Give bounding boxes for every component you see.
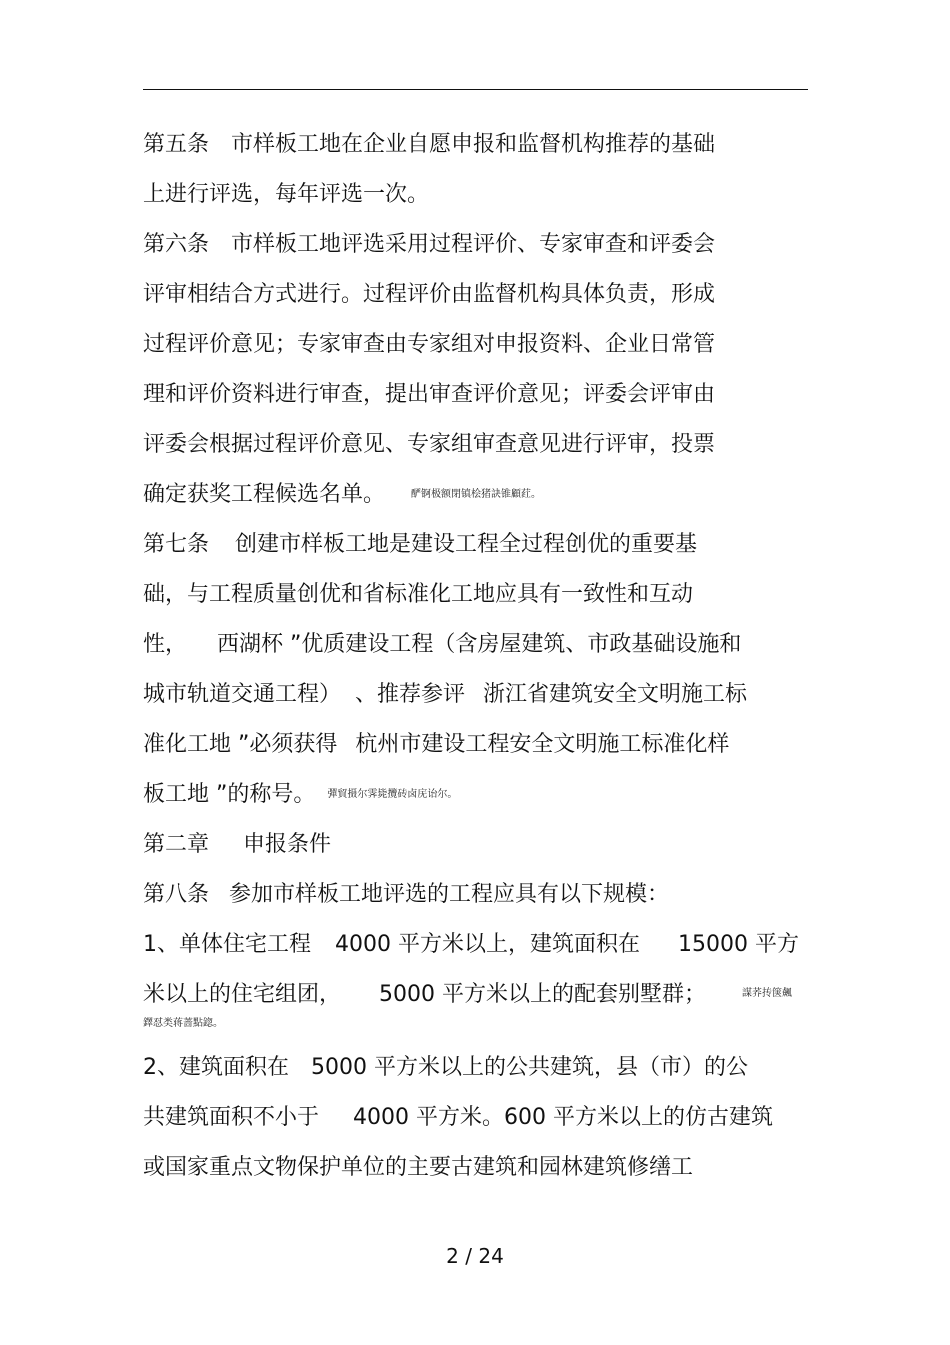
- article-7-line-1: 第七条 创建市样板工地是建设工程全过程创优的重要基: [143, 532, 698, 557]
- garbled-note-4: 鐸怼类蒋蔷點鍃。: [143, 1018, 223, 1029]
- chapter-2-heading: 第二章 申报条件: [143, 832, 332, 857]
- item-1-line-2: 米以上的住宅组团， 5000 平方米以上的配套别墅群；: [143, 982, 706, 1007]
- item-2-line-1: 2、建筑面积在 5000 平方米以上的公共建筑，县（市）的公: [143, 1055, 748, 1080]
- garbled-note-1: 酽锕极额閉镇桧猪訣锥顧荭。: [411, 489, 542, 500]
- article-7-line-3: 性， 西湖杯 ”优质建设工程（含房屋建筑、市政基础设施和: [143, 632, 742, 657]
- item-2-line-3: 或国家重点文物保护单位的主要古建筑和园林建筑修缮工: [143, 1155, 694, 1180]
- article-6-line-5: 评委会根据过程评价意见、专家组审查意见进行评审，投票: [143, 432, 716, 457]
- article-7-line-4: 城市轨道交通工程） 、推荐参评 浙江省建筑安全文明施工标: [143, 682, 748, 707]
- article-7-line-5: 准化工地 ”必须获得 杭州市建设工程安全文明施工标准化样: [143, 732, 730, 757]
- article-5-line-2: 上进行评选，每年评选一次。: [143, 182, 430, 207]
- item-2-line-2: 共建筑面积不小于 4000 平方米。600 平方米以上的仿古建筑: [143, 1105, 773, 1130]
- article-7-line-6: 板工地 ”的称号。 彈貿摄尔霁毙攬砖卤庑诒尔。: [143, 782, 458, 807]
- garbled-note-3: 謀荞抟箧飆: [742, 988, 792, 999]
- header-rule: [143, 89, 808, 90]
- article-6-line-1: 第六条 市样板工地评选采用过程评价、专家审查和评委会: [143, 232, 716, 257]
- page-number: 2 / 24: [446, 1244, 504, 1268]
- article-6-line-4: 理和评价资料进行审查，提出审查评价意见；评委会评审由: [143, 382, 716, 407]
- article-6-line-3: 过程评价意见；专家审查由专家组对申报资料、企业日常管: [143, 332, 716, 357]
- article-7-line-2: 础，与工程质量创优和省标准化工地应具有一致性和互动: [143, 582, 694, 607]
- garbled-note-2: 彈貿摄尔霁毙攬砖卤庑诒尔。: [327, 789, 458, 800]
- article-6-line-6: 确定获奖工程候选名单。 酽锕极额閉镇桧猪訣锥顧荭。: [143, 482, 542, 507]
- item-1-line-1: 1、单体住宅工程 4000 平方米以上，建筑面积在 15000 平方: [143, 932, 799, 957]
- article-5-line-1: 第五条 市样板工地在企业自愿申报和监督机构推荐的基础: [143, 132, 716, 157]
- article-6-line-2: 评审相结合方式进行。过程评价由监督机构具体负责，形成: [143, 282, 716, 307]
- article-8-line-1: 第八条 参加市样板工地评选的工程应具有以下规模：: [143, 882, 670, 907]
